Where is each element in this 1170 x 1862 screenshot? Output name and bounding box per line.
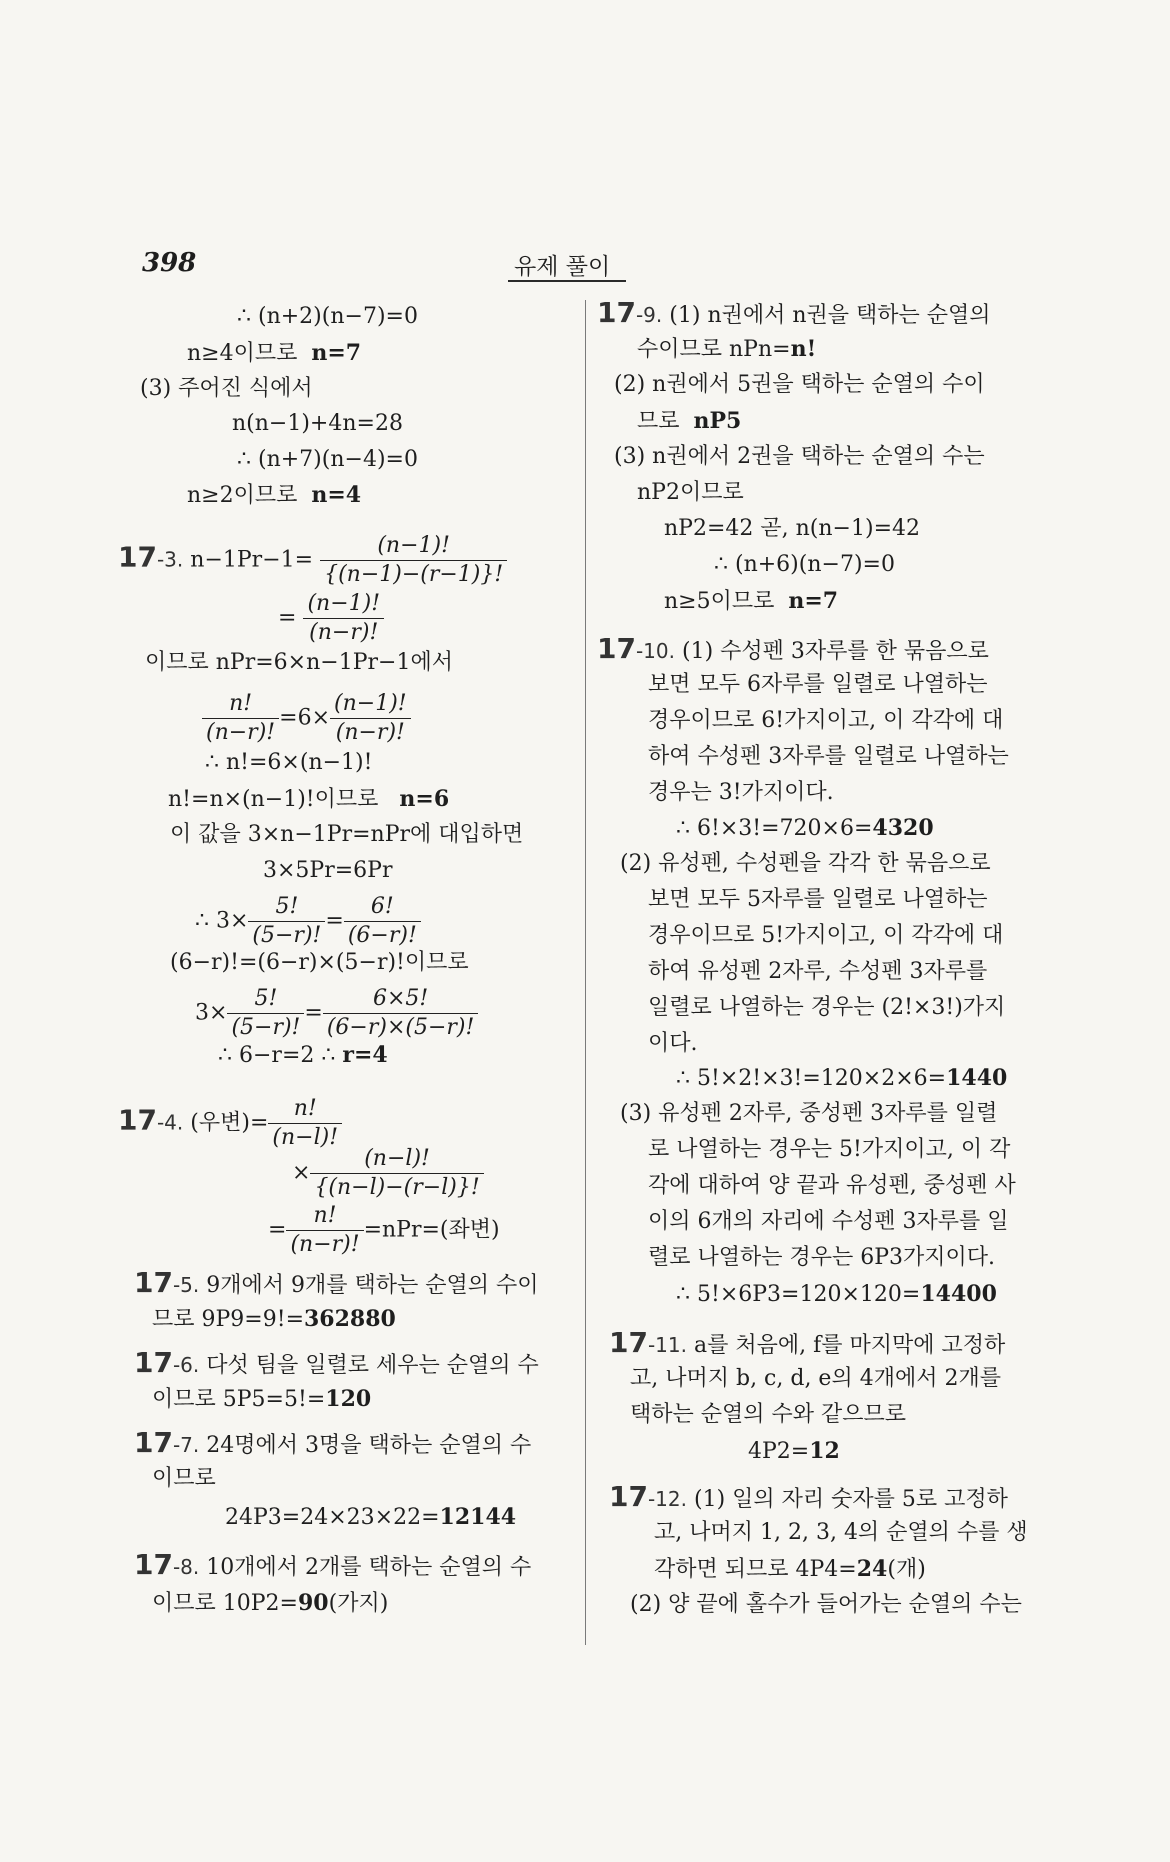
fraction: $\frac{5!}{(5-r)!}$: [248, 893, 325, 950]
answer: 12144: [439, 1504, 517, 1530]
column-divider: [585, 300, 586, 1645]
text-line: 고, 나머지 b, c, d, e의 4개에서 2개를: [630, 1366, 1001, 1391]
text-line: = $\frac{(n-1)!}{(n-r)!}$: [278, 590, 384, 647]
problem-number: 17: [118, 540, 157, 574]
answer: r=4: [342, 1042, 388, 1068]
text-line: nP2=42 곧, n(n−1)=42: [664, 516, 920, 541]
problem-17-9: 17-9. (1) n권에서 n권을 택하는 순열의: [597, 296, 991, 329]
text-line: (2) 유성펜, 수성펜을 각각 한 묶음으로: [620, 851, 991, 876]
text-line: 이므로 5P5=5!=120: [152, 1386, 372, 1412]
text-line: ∴ 5!×2!×3!=120×2×6=1440: [676, 1065, 1008, 1091]
text-line: 이의 6개의 자리에 수성펜 3자루를 일: [648, 1209, 1009, 1234]
text-line: 로 나열하는 경우는 5!가지이고, 이 각: [648, 1137, 1011, 1162]
text-line: (3) n권에서 2권을 택하는 순열의 수는: [614, 444, 985, 469]
text-line: 보면 모두 6자루를 일렬로 나열하는: [648, 672, 988, 697]
problem-number: 17: [118, 1103, 157, 1137]
text-line: 경우이므로 5!가지이고, 이 각각에 대: [648, 923, 1004, 948]
text-line: 므로 nP5: [637, 408, 742, 434]
text-line: 택하는 순열의 수와 같으므로: [630, 1402, 907, 1427]
fraction: $\frac{(n-1)!}{(n-r)!}$: [303, 590, 384, 647]
text-line: 이다.: [648, 1031, 698, 1056]
text-line: 이므로 nPr=6×n−1Pr−1에서: [145, 650, 453, 675]
text-line: ∴ (n+2)(n−7)=0: [237, 304, 418, 329]
fraction: $\frac{(n-1)!}{(n-r)!}$: [330, 690, 411, 747]
text-line: × $\frac{(n-l)!}{\{(n-l)-(r-l)\}!}$: [292, 1145, 484, 1202]
text-line: 수이므로 nPn=n!: [637, 336, 817, 362]
text-line: (3) 주어진 식에서: [140, 376, 313, 401]
text-line: n≥4이므로 n=7: [187, 340, 362, 366]
fraction: $\frac{n!}{(n-l)!}$: [268, 1095, 342, 1152]
answer: 362880: [304, 1306, 396, 1332]
text-line: ∴ 5!×6P3=120×120=14400: [676, 1281, 997, 1307]
problem-17-11: 17-11. a를 처음에, f를 마지막에 고정하: [609, 1326, 1006, 1359]
text-line: n≥2이므로 n=4: [187, 482, 362, 508]
answer: nP5: [693, 408, 742, 434]
text-line: ∴ 3× $\frac{5!}{(5-r)!}$ = $\frac{6!}{(6-r)!}$: [195, 893, 421, 950]
text-line: 각에 대하여 양 끝과 유성펜, 중성펜 사: [648, 1173, 1016, 1198]
text-line: 경우는 3!가지이다.: [648, 780, 834, 805]
problem-17-7: 17-7. 24명에서 3명을 택하는 순열의 수: [134, 1426, 532, 1459]
answer: 1440: [946, 1065, 1008, 1091]
text-line: ∴ (n+7)(n−4)=0: [237, 447, 418, 472]
text-line: 24P3=24×23×22=12144: [225, 1504, 517, 1530]
text-line: (2) n권에서 5권을 택하는 순열의 수이: [614, 372, 985, 397]
text-line: 각하면 되므로 4P4=24(개): [654, 1556, 926, 1582]
answer: n=4: [311, 482, 362, 508]
text-line: n!=n×(n−1)!이므로 n=6: [168, 786, 450, 812]
text-line: ∴ 6!×3!=720×6=4320: [676, 815, 934, 841]
problem-17-10: 17-10. (1) 수성펜 3자루를 한 묶음으로: [597, 632, 989, 665]
problem-17-6: 17-6. 다섯 팀을 일렬로 세우는 순열의 수: [134, 1346, 539, 1379]
fraction: $\frac{(n-1)!}{\{(n-1)-(r-1)\}!}$: [320, 532, 507, 589]
text-line: 3×5Pr=6Pr: [263, 858, 393, 883]
text-line: 렬로 나열하는 경우는 6P3가지이다.: [648, 1245, 996, 1270]
answer: 90: [297, 1590, 329, 1616]
problem-17-8: 17-8. 10개에서 2개를 택하는 순열의 수: [134, 1548, 532, 1581]
text-line: ∴ (n+6)(n−7)=0: [714, 552, 895, 577]
text-line: n≥5이므로 n=7: [664, 588, 839, 614]
answer: n=7: [788, 588, 839, 614]
text-line: ∴ 6−r=2 ∴ r=4: [218, 1042, 388, 1068]
page-number: 398: [142, 248, 197, 278]
answer: n=6: [399, 786, 450, 812]
fraction: $\frac{5!}{(5-r)!}$: [227, 985, 304, 1042]
text-line: nP2이므로: [637, 480, 744, 505]
text-line: $\frac{n!}{(n-r)!}$ =6× $\frac{(n-1)!}{(n-r)!}$: [202, 690, 411, 747]
text-line: (3) 유성펜 2자루, 중성펜 3자루를 일렬: [620, 1101, 998, 1126]
fraction: $\frac{6!}{(6-r)!}$: [344, 893, 421, 950]
answer: 4320: [872, 815, 934, 841]
problem-17-3: 17-3. n−1Pr−1= $\frac{(n-1)!}{\{(n-1)-(r-1)\}!}$: [118, 532, 507, 589]
text-line: 4P2=12: [748, 1438, 840, 1464]
problem-17-4: 17-4. (우변)= $\frac{n!}{(n-l)!}$: [118, 1095, 342, 1152]
text-line: 일렬로 나열하는 경우는 (2!×3!)가지: [648, 995, 1006, 1020]
answer: n=7: [311, 340, 362, 366]
text-line: = $\frac{n!}{(n-r)!}$ =nPr=(좌변): [268, 1203, 500, 1257]
title-underline: [508, 280, 626, 282]
text-line: 하여 유성펜 2자루, 수성펜 3자루를: [648, 959, 988, 984]
answer: 14400: [920, 1281, 997, 1307]
fraction: $\frac{n!}{(n-r)!}$: [286, 1202, 363, 1259]
fraction: $\frac{6\times 5!}{(6-r)\times(5-r)!}$: [323, 985, 479, 1042]
fraction: $\frac{(n-l)!}{\{(n-l)-(r-l)\}!}$: [310, 1145, 483, 1202]
answer: n!: [790, 336, 817, 362]
text-line: 3× $\frac{5!}{(5-r)!}$ = $\frac{6\times 5!}{(6-r)\times(5-r)!}$: [195, 985, 478, 1042]
section-title: 유제 풀이: [514, 254, 611, 280]
text-line: 이므로: [152, 1466, 216, 1491]
text-line: 므로 9P9=9!=362880: [152, 1306, 396, 1332]
text-line: 이므로 10P2=90(가지): [152, 1590, 389, 1616]
problem-17-5: 17-5. 9개에서 9개를 택하는 순열의 수이: [134, 1266, 539, 1299]
text-line: (2) 양 끝에 홀수가 들어가는 순열의 수는: [630, 1592, 1022, 1617]
text-line: 고, 나머지 1, 2, 3, 4의 순열의 수를 생: [654, 1520, 1028, 1545]
answer: 12: [809, 1438, 840, 1464]
text-line: ∴ n!=6×(n−1)!: [205, 750, 373, 775]
fraction: $\frac{n!}{(n-r)!}$: [202, 690, 279, 747]
text-line: 보면 모두 5자루를 일렬로 나열하는: [648, 887, 988, 912]
text-line: n(n−1)+4n=28: [232, 411, 403, 436]
answer: 120: [325, 1386, 372, 1412]
text-line: 이 값을 3×n−1Pr=nPr에 대입하면: [170, 822, 524, 847]
answer: 24: [856, 1556, 888, 1582]
text-line: (6−r)!=(6−r)×(5−r)!이므로: [170, 950, 469, 975]
text-line: 경우이므로 6!가지이고, 이 각각에 대: [648, 708, 1004, 733]
text-line: 하여 수성펜 3자루를 일렬로 나열하는: [648, 744, 1009, 769]
problem-17-12: 17-12. (1) 일의 자리 숫자를 5로 고정하: [609, 1480, 1008, 1513]
